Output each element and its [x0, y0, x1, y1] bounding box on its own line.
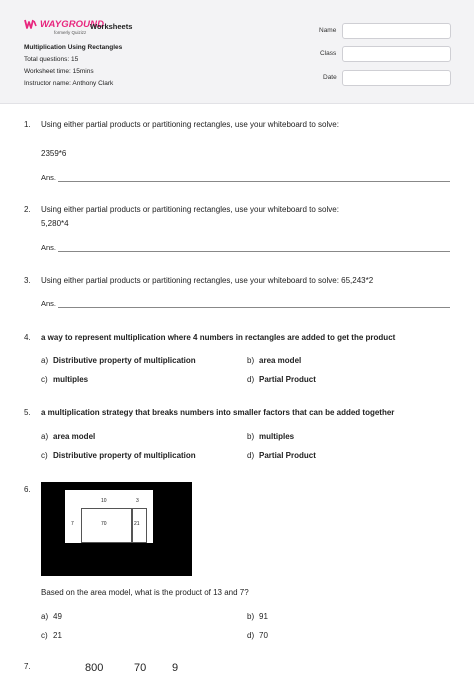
option-b[interactable] [247, 432, 294, 441]
option-letter: c) [41, 451, 48, 460]
answer-line[interactable] [58, 251, 450, 252]
option-text: 49 [53, 612, 62, 621]
area-label-right: 21 [134, 521, 140, 527]
option-d[interactable] [247, 375, 316, 384]
answer-line[interactable] [58, 181, 450, 182]
option-letter: b) [247, 612, 255, 621]
area-label-side: 7 [71, 521, 74, 527]
option-letter: b) [247, 356, 255, 365]
option-text: 21 [53, 631, 62, 640]
option-b[interactable] [247, 356, 301, 365]
option-c[interactable] [41, 451, 196, 460]
answer-line[interactable] [58, 307, 450, 308]
option-text: multiples [53, 375, 89, 384]
option-letter: a) [41, 356, 49, 365]
option-text: Partial Product [259, 375, 316, 384]
wayground-logo-icon [24, 18, 38, 30]
option-text: multiples [259, 432, 295, 441]
option-d[interactable] [247, 631, 268, 640]
question-number: 1. [24, 120, 31, 129]
question-number: 5. [24, 408, 31, 417]
option-c[interactable] [41, 375, 88, 384]
answer-label: Ans. [41, 243, 57, 252]
question-number: 2. [24, 205, 31, 214]
worksheet-time: Worksheet time: 15mins [24, 68, 94, 75]
area-label-top-left: 10 [101, 498, 107, 504]
question-number: 6. [24, 485, 31, 494]
option-letter: a) [41, 612, 49, 621]
worksheet-title: Multiplication Using Rectangles [24, 44, 123, 51]
option-letter: a) [41, 432, 49, 441]
class-field[interactable] [342, 46, 451, 62]
question-number: 4. [24, 333, 31, 342]
instructor-name: Instructor name: Anthony Clark [24, 80, 114, 87]
question-text: Using either partial products or partitioning rectangles, use your whiteboard to solve: [41, 205, 339, 214]
option-letter: b) [247, 432, 255, 441]
option-letter: d) [247, 375, 255, 384]
option-d[interactable] [247, 451, 316, 460]
area-model-image [41, 482, 192, 576]
question-expression: 5,280*4 [41, 219, 69, 228]
option-letter: c) [41, 631, 48, 640]
total-questions: Total questions: 15 [24, 56, 79, 63]
option-b[interactable] [247, 612, 268, 621]
date-label: Date [323, 74, 337, 81]
question-text: a multiplication strategy that breaks numbers into smaller factors that can be added together [41, 408, 395, 417]
logo-text: WAYGROUND [40, 18, 105, 30]
option-letter: d) [247, 631, 255, 640]
logo-subtitle: formerly Quizizz [54, 30, 87, 35]
partial-value: 800 [85, 662, 104, 674]
area-label-center: 70 [101, 521, 107, 527]
question-expression: 2359*6 [41, 149, 67, 158]
name-field[interactable] [342, 23, 451, 39]
class-label: Class [320, 50, 337, 57]
option-c[interactable] [41, 631, 62, 640]
name-label: Name [319, 27, 337, 34]
answer-label: Ans. [41, 299, 57, 308]
option-a[interactable] [41, 612, 62, 621]
partial-value: 9 [172, 662, 179, 674]
option-text: area model [53, 432, 96, 441]
worksheet-header [0, 0, 474, 104]
option-text: Partial Product [259, 451, 316, 460]
option-text: Distributive property of multiplication [53, 451, 196, 460]
option-a[interactable] [41, 356, 196, 365]
area-model-grid [65, 490, 153, 543]
question-text: Using either partial products or partitioning rectangles, use your whiteboard to solve: 65,243*2 [41, 276, 374, 285]
question-text: Using either partial products or partitioning rectangles, use your whiteboard to solve: [41, 120, 339, 129]
option-text: Distributive property of multiplication [53, 356, 196, 365]
date-field[interactable] [342, 70, 451, 86]
answer-label: Ans. [41, 173, 57, 182]
option-text: 70 [259, 631, 268, 640]
question-text: Based on the area model, what is the product of 13 and 7? [41, 588, 249, 597]
question-number: 3. [24, 276, 31, 285]
worksheets-label: Worksheets [90, 22, 133, 31]
option-letter: c) [41, 375, 48, 384]
area-rect-left [81, 508, 133, 543]
option-text: 91 [259, 612, 268, 621]
option-a[interactable] [41, 432, 95, 441]
question-number: 7. [24, 662, 31, 671]
partial-value: 70 [134, 662, 147, 674]
option-text: area model [259, 356, 302, 365]
area-label-top-right: 3 [136, 498, 139, 504]
option-letter: d) [247, 451, 255, 460]
question-text: a way to represent multiplication where 4 numbers in rectangles are added to get the product [41, 333, 396, 342]
